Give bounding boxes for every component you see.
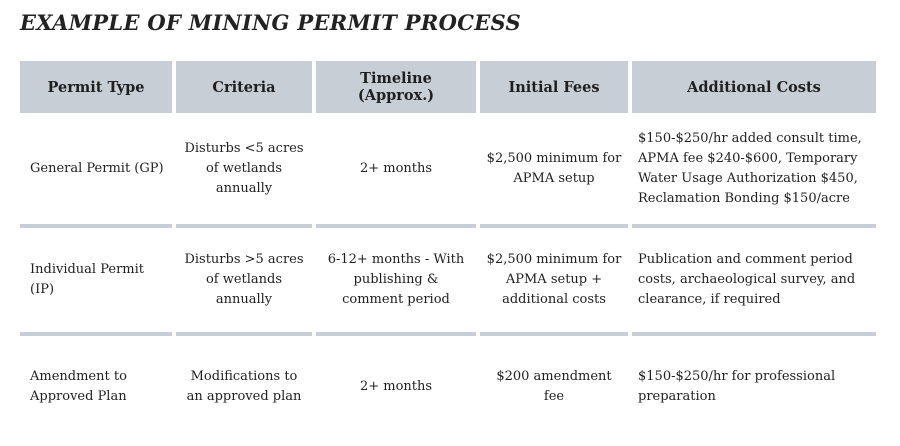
cell-initial-fees: $200 amendment fee (496, 368, 612, 404)
cell-permit-type: Amendment to Approved Plan (30, 368, 127, 404)
cell-additional-costs: Publication and comment period costs, archaeological survey, and clearance, if required (632, 228, 876, 336)
cell-timeline: 6-12+ months - With publishing & comment period (316, 228, 476, 336)
page-title: EXAMPLE OF MINING PERMIT PROCESS (20, 10, 521, 35)
header-timeline: Timeline (Approx.) (316, 61, 476, 113)
cell-timeline: 2+ months (316, 113, 476, 228)
cell-initial-fees: $2,500 minimum for APMA setup + additional costs (480, 228, 628, 336)
table-row (20, 228, 876, 336)
header-additional-costs: Additional Costs (632, 61, 876, 113)
table-row (20, 113, 876, 228)
cell-criteria: Disturbs <5 acres of wetlands annually (176, 113, 312, 228)
header-permit-type: Permit Type (20, 61, 172, 113)
cell-initial-fees: $2,500 minimum for APMA setup (480, 113, 628, 228)
cell-criteria: Modifications to an approved plan (186, 368, 302, 404)
cell-additional-costs: $150-$250/hr for professional preparation (638, 368, 836, 404)
permit-table (16, 61, 880, 437)
table-row (20, 336, 876, 437)
cell-additional-costs: $150-$250/hr added consult time, APMA fee $240-$600, Temporary Water Usage Authorization $450, Reclamation Bonding $150/acre (632, 113, 876, 228)
cell-timeline: 2+ months (359, 378, 433, 394)
table-header-row (20, 61, 876, 113)
header-criteria: Criteria (176, 61, 312, 113)
cell-permit-type: General Permit (GP) (20, 113, 172, 228)
cell-permit-type: Individual Permit (IP) (20, 228, 172, 336)
header-initial-fees: Initial Fees (480, 61, 628, 113)
cell-criteria: Disturbs >5 acres of wetlands annually (176, 228, 312, 336)
